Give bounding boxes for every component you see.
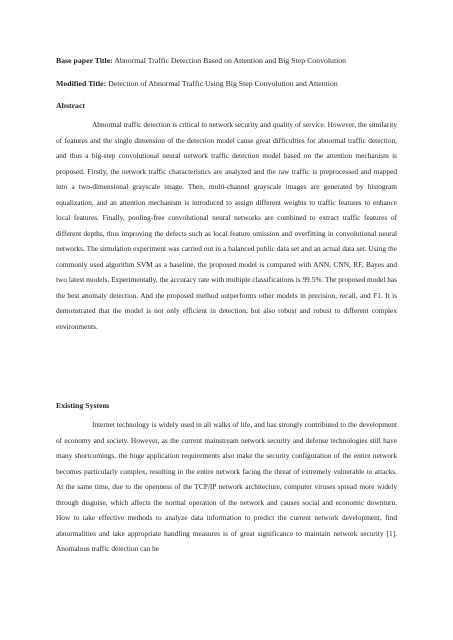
modified-title-label: Modified Title: [56, 79, 107, 88]
base-paper-title-label: Base paper Title: [56, 56, 113, 65]
existing-system-heading: Existing System [56, 401, 110, 410]
existing-system-body: Internet technology is widely used in all walks of life, and has strongly contributed to the development of economy and society. However, as the current mainstream network security and defense technologies still have many shortcomings, the huge application requirements also make the security configuration of the entire network becomes particularly complex, resulting in the entire network facing the threat of extremely vulnerable to attacks. At the same time, due to the openness of the TCP/IP network architecture, computer viruses spread more widely through disguise, which affects the normal operation of the network and causes social and economic downturn. How to take effective methods to analyze data information to predict the current network development, find abnormalities and take appropriate handling measures is of great significance to maintain network security [1]. Anomalous traffic detection can be [56, 420, 397, 553]
abstract-body: Abnormal traffic detection is critical to network security and quality of service. However, the similarity of features and the single dimension of the detection model cause great difficulties for abnormal traffic detection, and thus a big-step convolutional neural network traffic detection model based on the attention mechanism is proposed. Firstly, the network traffic characteristics are analyzed and the raw traffic is preprocessed and mapped into a two-dimensional grayscale image. Then, multi-channel grayscale images are generated by histogram equalization, and an attention mechanism is introduced to assign different weights to traffic features to enhance local features. Finally, pooling-free convolutional neural networks are combined to extract traffic features of different depths, thus improving the defects such as local feature omission and overfitting in convolutional neural networks. The simulation experiment was carried out in a balanced public data set and an actual data set. Using the commonly used algorithm SVM as a baseline, the proposed model is compared with ANN, CNN, RF, Bayes and two latest models. Experimentally, the accuracy rate with multiple classifications is 99.5%. The proposed model has the best anomaly detection. And the proposed method outperforms other models in precision, recall, and F1. It is demonstrated that the model is not only efficient in detection, but also robust and robust to different complex environments. [56, 120, 397, 331]
base-paper-title-text: Abnormal Traffic Detection Based on Attention and Big Step Convolution [114, 56, 347, 65]
modified-title [56, 79, 416, 89]
modified-title-text: Detection of Abnormal Traffic Using Big Step Convolution and Attention [108, 79, 338, 88]
base-paper-title [56, 56, 416, 66]
abstract-heading: Abstract [56, 101, 86, 110]
